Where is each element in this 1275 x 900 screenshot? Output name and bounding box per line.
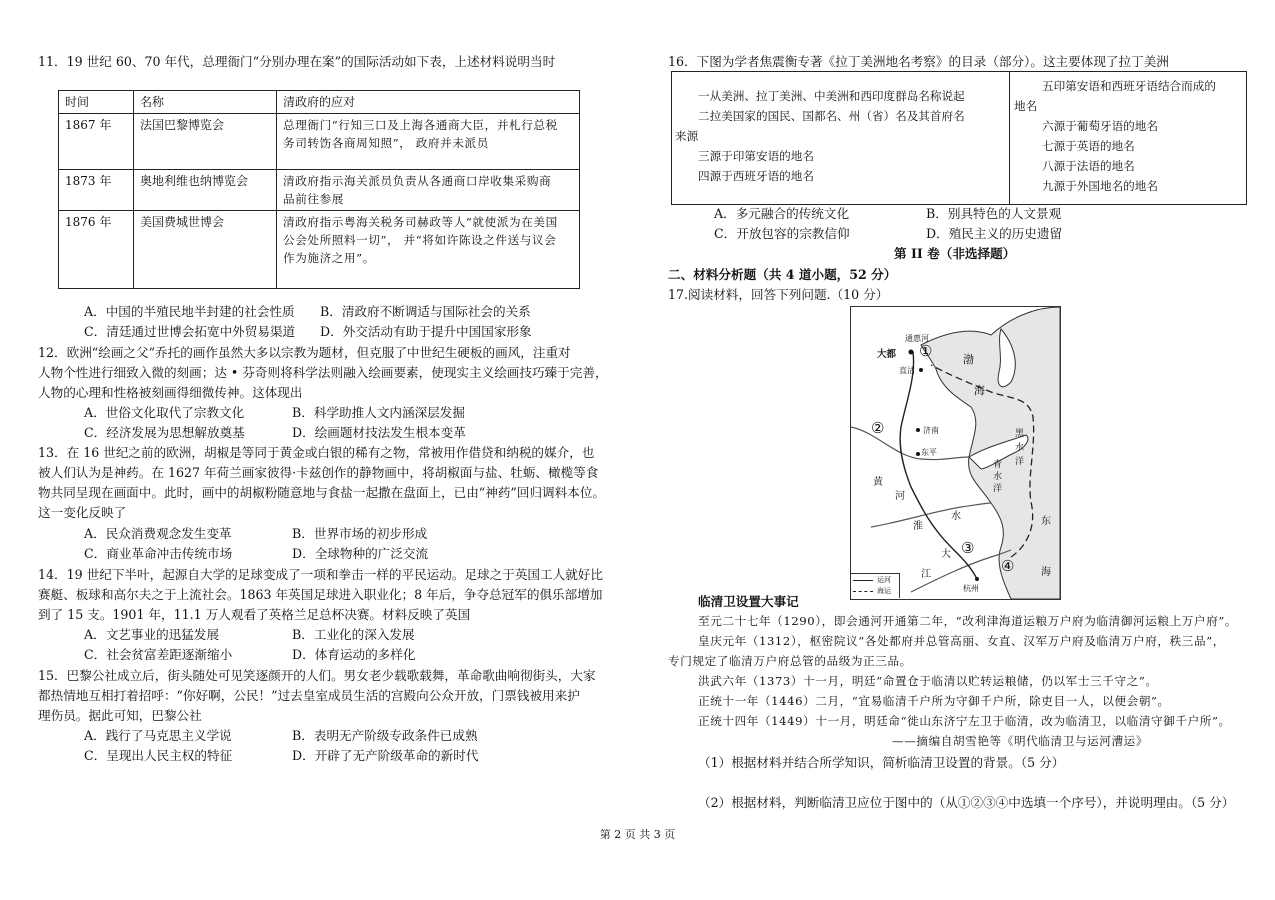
sea-char: 洋	[1015, 457, 1025, 467]
q15-line: 理伤员。据此可知，巴黎公社	[38, 708, 202, 723]
sea-char: 水	[1015, 443, 1025, 453]
sea-label-qing	[993, 459, 1003, 495]
q15-line: 15．巴黎公社成立后，街头随处可见笑逐颜开的人们。男女老少载歌载舞，革命歌曲响彻街头，大家	[38, 668, 596, 683]
q12-option-a[interactable]: A．世俗文化取代了宗教文化	[84, 405, 245, 420]
box-right-line: 九源于外国地名的地名	[1042, 179, 1158, 193]
label-hai2: 海	[1041, 567, 1051, 578]
q12-option-c[interactable]: C．经济发展为思想解放奠基	[84, 425, 245, 440]
q15-option-d[interactable]: D．开辟了无产阶级革命的新时代	[292, 748, 479, 763]
box-right-line: 六源于葡萄牙语的地名	[1042, 119, 1158, 133]
q12-option-b[interactable]: B．科学助推人文内涵深层发掘	[292, 405, 465, 420]
label-tonghui: 通惠河	[905, 334, 929, 343]
cell-response-line: 务司转饬各商周知照”， 政府并未派员	[283, 136, 489, 150]
box-right-line: 八源于法语的地名	[1042, 159, 1135, 173]
header-response: 清政府的应对	[277, 91, 580, 114]
box-right-line: 地名	[1014, 99, 1038, 113]
jinan-dot	[916, 428, 920, 432]
label-jiang: 江	[921, 569, 931, 580]
cell-response-line: 作为施济之用”。	[283, 251, 375, 265]
q12-line: 人物个性进行细致入微的刻画；达 • 芬奇则将科学法则融入绘画要素，使现实主义绘画技巧臻于完善，	[38, 365, 608, 380]
part2-title: 第 II 卷（非选择题）	[894, 246, 1016, 261]
cell-time: 1867 年	[59, 114, 134, 170]
label-he: 河	[895, 491, 905, 502]
cell-response-line: 品前往参展	[283, 192, 344, 206]
label-zhigu: 直沽	[899, 366, 915, 375]
q11-option-d[interactable]: D．外交活动有助于提升中国国家形象	[320, 324, 532, 339]
chronicle-title: 临清卫设置大事记	[698, 594, 799, 609]
q12-line: 人物的心理和性格被刻画得细微传神。这体现出	[38, 385, 303, 400]
cell-name: 奥地利维也纳博览会	[134, 170, 277, 211]
yellow-river-path	[851, 427, 969, 460]
label-huai: 淮	[913, 521, 923, 532]
chronicle-line: 洪武六年（1373）十一月，明廷“命置仓于临清以贮转运粮储，仍以军士三千守之”。	[698, 674, 1158, 688]
q16-option-a[interactable]: A．多元融合的传统文化	[714, 206, 850, 221]
q15-option-a[interactable]: A．践行了马克思主义学说	[84, 728, 232, 743]
q13-option-a[interactable]: A．民众消费观念发生变革	[84, 526, 232, 541]
label-hangzhou: 杭州	[963, 584, 979, 593]
label-hai1: 海	[974, 384, 985, 397]
chronicle-line: 正统十四年（1449）十一月，明廷命“徙山东济宁左卫于临清，改为临清卫，以临清守御千户所”。	[698, 714, 1231, 728]
zhigu-dot	[919, 368, 923, 372]
q15-option-c[interactable]: C．呈现出人民主权的特征	[84, 748, 233, 763]
marker-3: ③	[961, 539, 975, 557]
q16-contents-box	[671, 71, 1247, 205]
q14-option-d[interactable]: D．体育运动的多样化	[292, 647, 416, 662]
q13-option-b[interactable]: B．世界市场的初步形成	[292, 526, 428, 541]
cell-response	[277, 211, 580, 289]
table-row	[59, 170, 580, 211]
legend-canal-label: 运河	[877, 576, 891, 584]
q15-line: 都热情地互相打着招呼：“你好啊，公民！”过去皇室成员生活的宫殿向公众开放，门票钱被用来护	[38, 688, 580, 703]
q12-line: 12．欧洲“绘画之父”乔托的画作虽然大多以宗教为题材，但克服了中世纪生硬板的画风，注重对	[38, 345, 571, 360]
sea-char: 青	[993, 460, 1003, 470]
q14-line: 到了 15 支。1901 年，11.1 万人观看了英格兰足总杯决赛。材料反映了英国	[38, 607, 471, 622]
cell-response	[277, 114, 580, 170]
q11-option-b[interactable]: B．清政府不断调适与国际社会的关系	[320, 304, 531, 319]
q14-option-b[interactable]: B．工业化的深入发展	[292, 627, 415, 642]
label-jinan: 济南	[923, 426, 939, 435]
cell-time: 1873 年	[59, 170, 134, 211]
page-footer: 第 2 页 共 3 页	[599, 828, 676, 841]
label-dong: 东	[1041, 516, 1051, 527]
q16-option-d[interactable]: D．殖民主义的历史遗留	[926, 226, 1063, 241]
sea-char: 水	[993, 472, 1003, 482]
header-name: 名称	[134, 91, 277, 114]
cell-response-line: 总理衙门“行知三口及上海各通商大臣，并札行总税	[283, 118, 558, 132]
cell-response-line: 清政府指示粤海关税务司赫政等人“就使派为在美国	[283, 215, 558, 229]
dongping-dot	[916, 452, 920, 456]
label-shui: 水	[951, 511, 961, 522]
box-left-line: 三源于印第安语的地名	[698, 149, 814, 163]
q13-line: 物共同呈现在画面中。此时，画中的胡椒粉随意地与食盐一起撒在盘面上，已由“神药”回归调料本位。	[38, 485, 606, 500]
cell-time: 1876 年	[59, 211, 134, 289]
chronicle-line: 正统十一年（1446）二月，“宜易临清千户所为守御千户所，除吏目一人，以便会朝”。	[698, 694, 1170, 708]
q17-sub2: （2）根据材料，判断临清卫应位于图中的（从①②③④中选填一个序号），并说明理由。（5 分）	[698, 795, 1235, 810]
label-dongping: 东平	[921, 448, 937, 457]
sea-label-hei	[1015, 427, 1025, 469]
legend-sea-label: 海运	[877, 587, 891, 595]
q12-option-d[interactable]: D．绘画题材技法发生根本变革	[292, 425, 466, 440]
q16-option-b[interactable]: B．别具特色的人文景观	[926, 206, 1062, 221]
table-row	[59, 114, 580, 170]
q11-table	[58, 90, 580, 289]
sea-char: 黑	[1015, 429, 1025, 439]
label-huang: 黄	[873, 477, 883, 488]
q14-line: 14．19 世纪下半叶，起源自大学的足球变成了一项和拳击一样的平民运动。足球之于英国工人就好比	[38, 567, 603, 582]
q11-option-c[interactable]: C．清廷通过世博会拓宽中外贸易渠道	[84, 324, 296, 339]
q14-option-c[interactable]: C．社会贫富差距逐渐缩小	[84, 647, 233, 662]
box-right-line: 五印第安语和西班牙语结合而成的	[1042, 79, 1216, 93]
q15-option-b[interactable]: B．表明无产阶级专政条件已成熟	[292, 728, 478, 743]
label-da: 大	[941, 549, 951, 560]
q13-line: 被人们认为是神药。在 1627 年荷兰画家彼得·卡兹创作的静物画中，将胡椒面与盐、牡蛎、橄榄等食	[38, 465, 599, 480]
q13-line: 13．在 16 世纪之前的欧洲，胡椒是等同于黄金或白银的稀有之物，常被用作借贷和纳税的媒介，也	[38, 445, 595, 460]
chronicle-line: 至元二十七年（1290），即会通河开通第二年，“改利津海道运粮万户府为临清御河运粮上万户府”。	[698, 614, 1238, 628]
q14-line: 赛艇、板球和高尔夫之于上流社会。1863 年英国足球进入职业化；8 年后，争夺总冠军的俱乐部增加	[38, 587, 603, 602]
map-legend	[851, 573, 900, 598]
legend-sea	[853, 591, 873, 592]
q11-stem: 11．19 世纪 60、70 年代，总理衙门“分别办理在案”的国际活动如下表，上述材料说明当时	[38, 54, 556, 69]
marker-1: ①	[919, 342, 933, 360]
box-right-line: 七源于英语的地名	[1042, 139, 1135, 153]
hangzhou-dot	[975, 577, 979, 581]
part2-section: 二、材料分析题（共 4 道小题，52 分）	[668, 267, 897, 282]
marker-4: ④	[1001, 557, 1015, 575]
chronicle-line: 皇庆元年（1312），枢密院议“各处都府并总管高丽、女直、汉军万户府及临清万户府，秩三品”，	[698, 634, 1225, 648]
label-bo: 渤	[963, 353, 974, 366]
cell-response	[277, 170, 580, 211]
cell-response-line: 公会处所照料一切”， 并“将如许陈设之件送与议会	[283, 233, 557, 247]
label-dadu: 大都	[877, 349, 897, 360]
box-left-line: 一从美洲、拉丁美洲、中美洲和西印度群岛名称说起	[698, 89, 965, 103]
q17-sub1: （1）根据材料并结合所学知识，简析临清卫设置的背景。（5 分）	[698, 755, 1065, 770]
table-header-row	[59, 91, 580, 114]
sea-char: 洋	[993, 484, 1003, 494]
box-left-line: 来源	[675, 129, 699, 143]
dadu-dot	[909, 350, 914, 355]
q17-stem: 17.阅读材料，回答下列问题.（10 分）	[668, 287, 889, 302]
box-divider	[1009, 72, 1010, 204]
grand-canal-map	[850, 306, 1061, 600]
cell-response-line: 清政府指示海关派员负责从各通商口岸收集采购商	[283, 174, 552, 188]
q13-option-d[interactable]: D．全球物种的广泛交流	[292, 546, 429, 561]
q14-option-a[interactable]: A．文艺事业的迅猛发展	[84, 627, 220, 642]
header-time: 时间	[59, 91, 134, 114]
box-left-line: 四源于西班牙语的地名	[698, 169, 814, 183]
q16-option-c[interactable]: C．开放包容的宗教信仰	[714, 226, 850, 241]
cell-name: 美国费城世博会	[134, 211, 277, 289]
chronicle-line: 专门规定了临清万户府总管的品级为正三品。	[668, 654, 912, 668]
q13-option-c[interactable]: C．商业革命冲击传统市场	[84, 546, 233, 561]
q16-stem: 16．下图为学者焦震衡专著《拉丁美洲地名考察》的目录（部分）。这主要体现了拉丁美洲	[668, 54, 1169, 69]
legend-canal	[853, 580, 873, 581]
q11-option-a[interactable]: A．中国的半殖民地半封建的社会性质	[84, 304, 295, 319]
box-left-line: 二拉美国家的国民、国都名、州（省）名及其首府名	[698, 109, 965, 123]
marker-2: ②	[871, 419, 885, 437]
cell-name: 法国巴黎博览会	[134, 114, 277, 170]
chronicle-source: ——摘编自胡雪艳等《明代临清卫与运河漕运》	[892, 734, 1149, 748]
table-row	[59, 211, 580, 289]
q13-line: 这一变化反映了	[38, 505, 127, 520]
